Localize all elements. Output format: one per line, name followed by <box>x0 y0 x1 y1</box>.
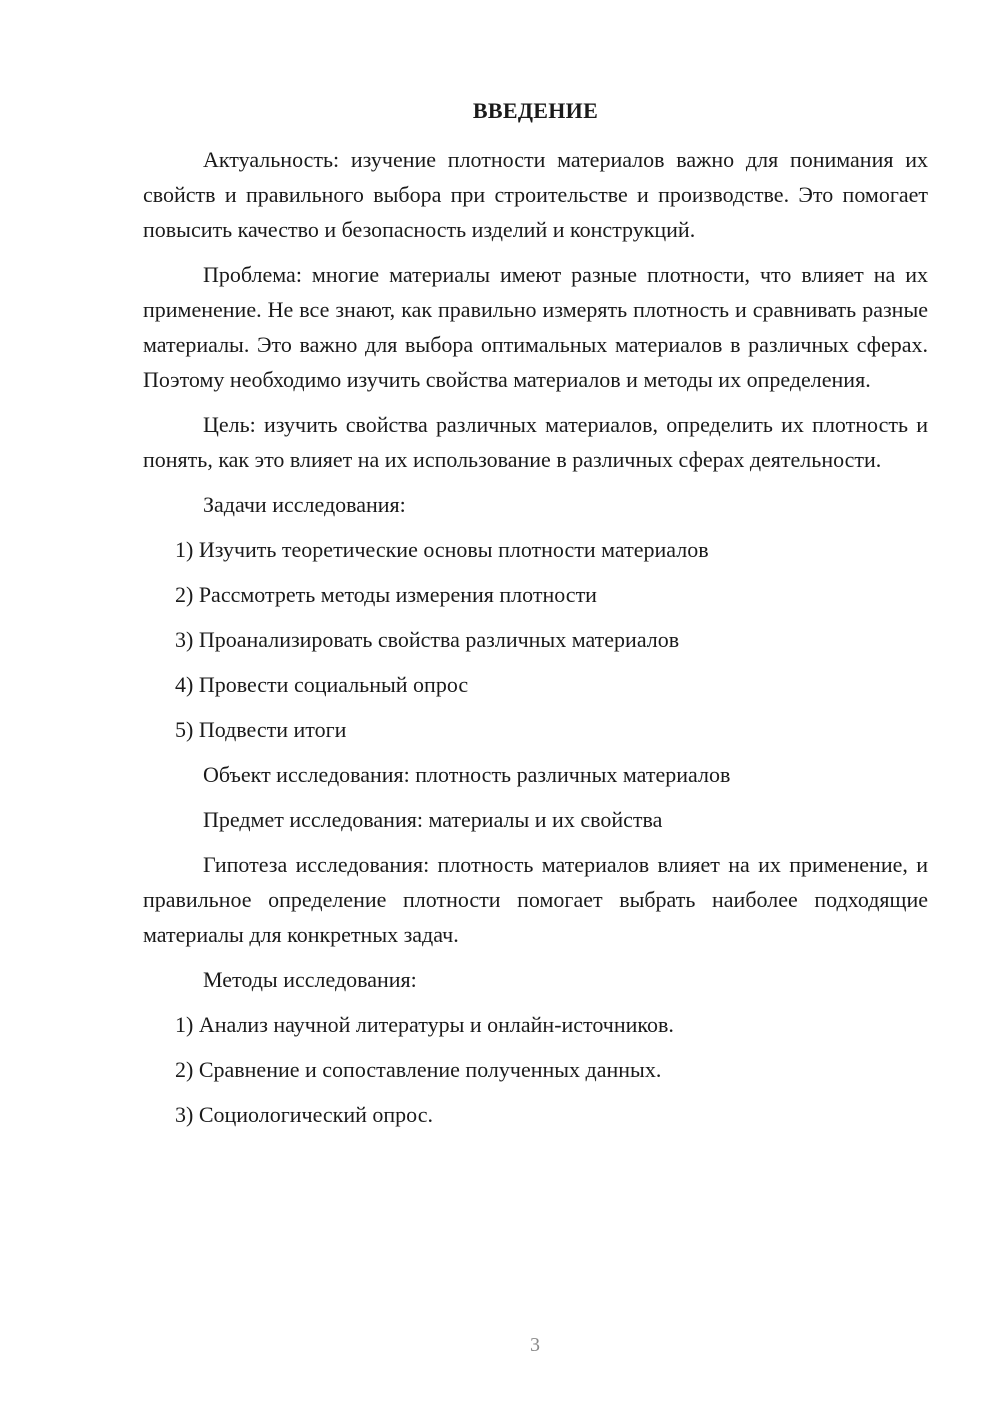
methods-heading: Методы исследования: <box>203 967 417 992</box>
methods-list <box>143 1007 928 1132</box>
page-content <box>143 96 928 1142</box>
section-title: ВВЕДЕНИЕ <box>472 98 599 123</box>
list-item: 2) Сравнение и сопоставление полученных данных. <box>175 1057 662 1082</box>
list-item: 5) Подвести итоги <box>175 717 347 742</box>
research-object: Объект исследования: плотность различных материалов <box>203 762 731 787</box>
tasks-heading: Задачи исследования: <box>203 492 406 517</box>
list-item: 1) Анализ научной литературы и онлайн-источников. <box>175 1012 674 1037</box>
list-item: 2) Рассмотреть методы измерения плотности <box>175 582 597 607</box>
research-hypothesis: Гипотеза исследования: плотность материалов влияет на их применение, и правильное определение плотности помогает выбрать наиболее подходящие материалы для конкретных задач. <box>143 852 928 947</box>
paragraph-problem: Проблема: многие материалы имеют разные плотности, что влияет на их применение. Не все знают, как правильно измерять плотность и сравнивать разные материалы. Это важно для выбора оптимальных материалов в различных сферах. Поэтому необходимо изучить свойства материалов и методы их определения. <box>143 262 928 392</box>
list-item: 1) Изучить теоретические основы плотности материалов <box>175 537 709 562</box>
paragraph-relevance: Актуальность: изучение плотности материалов важно для понимания их свойств и правильного выбора при строительстве и производстве. Это помогает повысить качество и безопасность изделий и конструкций. <box>143 147 928 242</box>
page-number: 3 <box>530 1334 540 1356</box>
list-item: 3) Проанализировать свойства различных материалов <box>175 627 680 652</box>
list-item: 3) Социологический опрос. <box>175 1102 433 1127</box>
tasks-list <box>143 532 928 747</box>
research-subject: Предмет исследования: материалы и их свойства <box>203 807 663 832</box>
paragraph-goal: Цель: изучить свойства различных материалов, определить их плотность и понять, как это влияет на их использование в различных сферах деятельности. <box>143 412 928 472</box>
list-item: 4) Провести социальный опрос <box>175 672 469 697</box>
